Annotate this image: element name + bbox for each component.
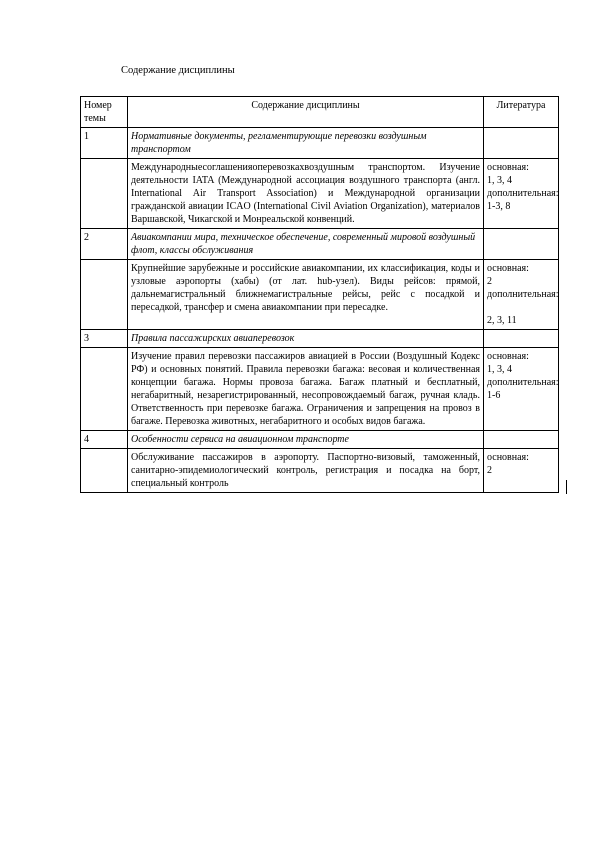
topic-description: Обслуживание пассажиров в аэропорту. Паспортно-визовый, таможенный, санитарно-эпидемиологический контроль, регистрация и посадка на борт, специальный контроль	[128, 449, 484, 493]
empty-cell	[81, 159, 128, 229]
topic-number: 2	[81, 229, 128, 260]
header-literature: Литература	[484, 97, 559, 128]
topic-literature: основная: 2	[484, 449, 559, 493]
topic-description: Изучение правил перевозки пассажиров авиацией в России (Воздушный Кодекс РФ) и основных понятий. Правила перевозки багажа: весовая и количественная концепции багажа. Нормы провоза багажа. Багаж платный и бесплатный, негабаритный, незарегистрированный, несопровождаемый багаж, ручная кладь. Ответственность при перевозке багажа. Ограничения и запрещения на провоз в багаже. Перевозка животных, негабаритного и особых видов багажа.	[128, 348, 484, 431]
topic-title-row	[81, 330, 559, 348]
topic-description: Международныесоглашенияоперевозкахвоздушным транспортом. Изучение деятельности IATA (Международной ассоциация воздушного транспорта (англ. International Air Transport Association) и Международной организации гражданской авиации ICAO (International Civil Aviation Organization), материалов Варшавской, Чикагской и Монреальской конвенций.	[128, 159, 484, 229]
topic-title-row	[81, 128, 559, 159]
empty-cell	[81, 449, 128, 493]
topic-number: 3	[81, 330, 128, 348]
empty-cell	[484, 128, 559, 159]
empty-cell	[484, 229, 559, 260]
topic-description-row	[81, 348, 559, 431]
table-header-row	[81, 97, 559, 128]
topic-title-row	[81, 229, 559, 260]
topic-literature: основная: 1, 3, 4 дополнительная: 1-6	[484, 348, 559, 431]
topic-description: Крупнейшие зарубежные и российские авиакомпании, их классификация, коды и узловые аэропорты (хабы) (от лат. hub-узел). Виды рейсов: прямой, дальнемагистральный ближнемагистральные рейсы, рейс с посадкой и пересадкой, трансфер и смена авиакомпании при пересадке.	[128, 260, 484, 330]
empty-cell	[484, 431, 559, 449]
empty-cell	[484, 330, 559, 348]
topic-description-row	[81, 159, 559, 229]
topic-title: Авиакомпании мира, техническое обеспечение, современный мировой воздушный флот, классы обслуживания	[128, 229, 484, 260]
topic-literature: основная: 2 дополнительная: 2, 3, 11	[484, 260, 559, 330]
empty-cell	[81, 260, 128, 330]
empty-cell	[81, 348, 128, 431]
margin-mark	[566, 480, 567, 494]
topic-number: 1	[81, 128, 128, 159]
topic-title: Правила пассажирских авиаперевозок	[128, 330, 484, 348]
syllabus-table	[80, 96, 559, 493]
topic-description-row	[81, 449, 559, 493]
topic-title-row	[81, 431, 559, 449]
header-content: Содержание дисциплины	[128, 97, 484, 128]
topic-description-row	[81, 260, 559, 330]
page-title: Содержание дисциплины	[121, 65, 235, 76]
topic-literature: основная: 1, 3, 4 дополнительная: 1-3, 8	[484, 159, 559, 229]
header-topic-number: Номер темы	[81, 97, 128, 128]
topic-title: Нормативные документы, регламентирующие перевозки воздушным транспортом	[128, 128, 484, 159]
topic-number: 4	[81, 431, 128, 449]
topic-title: Особенности сервиса на авиационном транспорте	[128, 431, 484, 449]
